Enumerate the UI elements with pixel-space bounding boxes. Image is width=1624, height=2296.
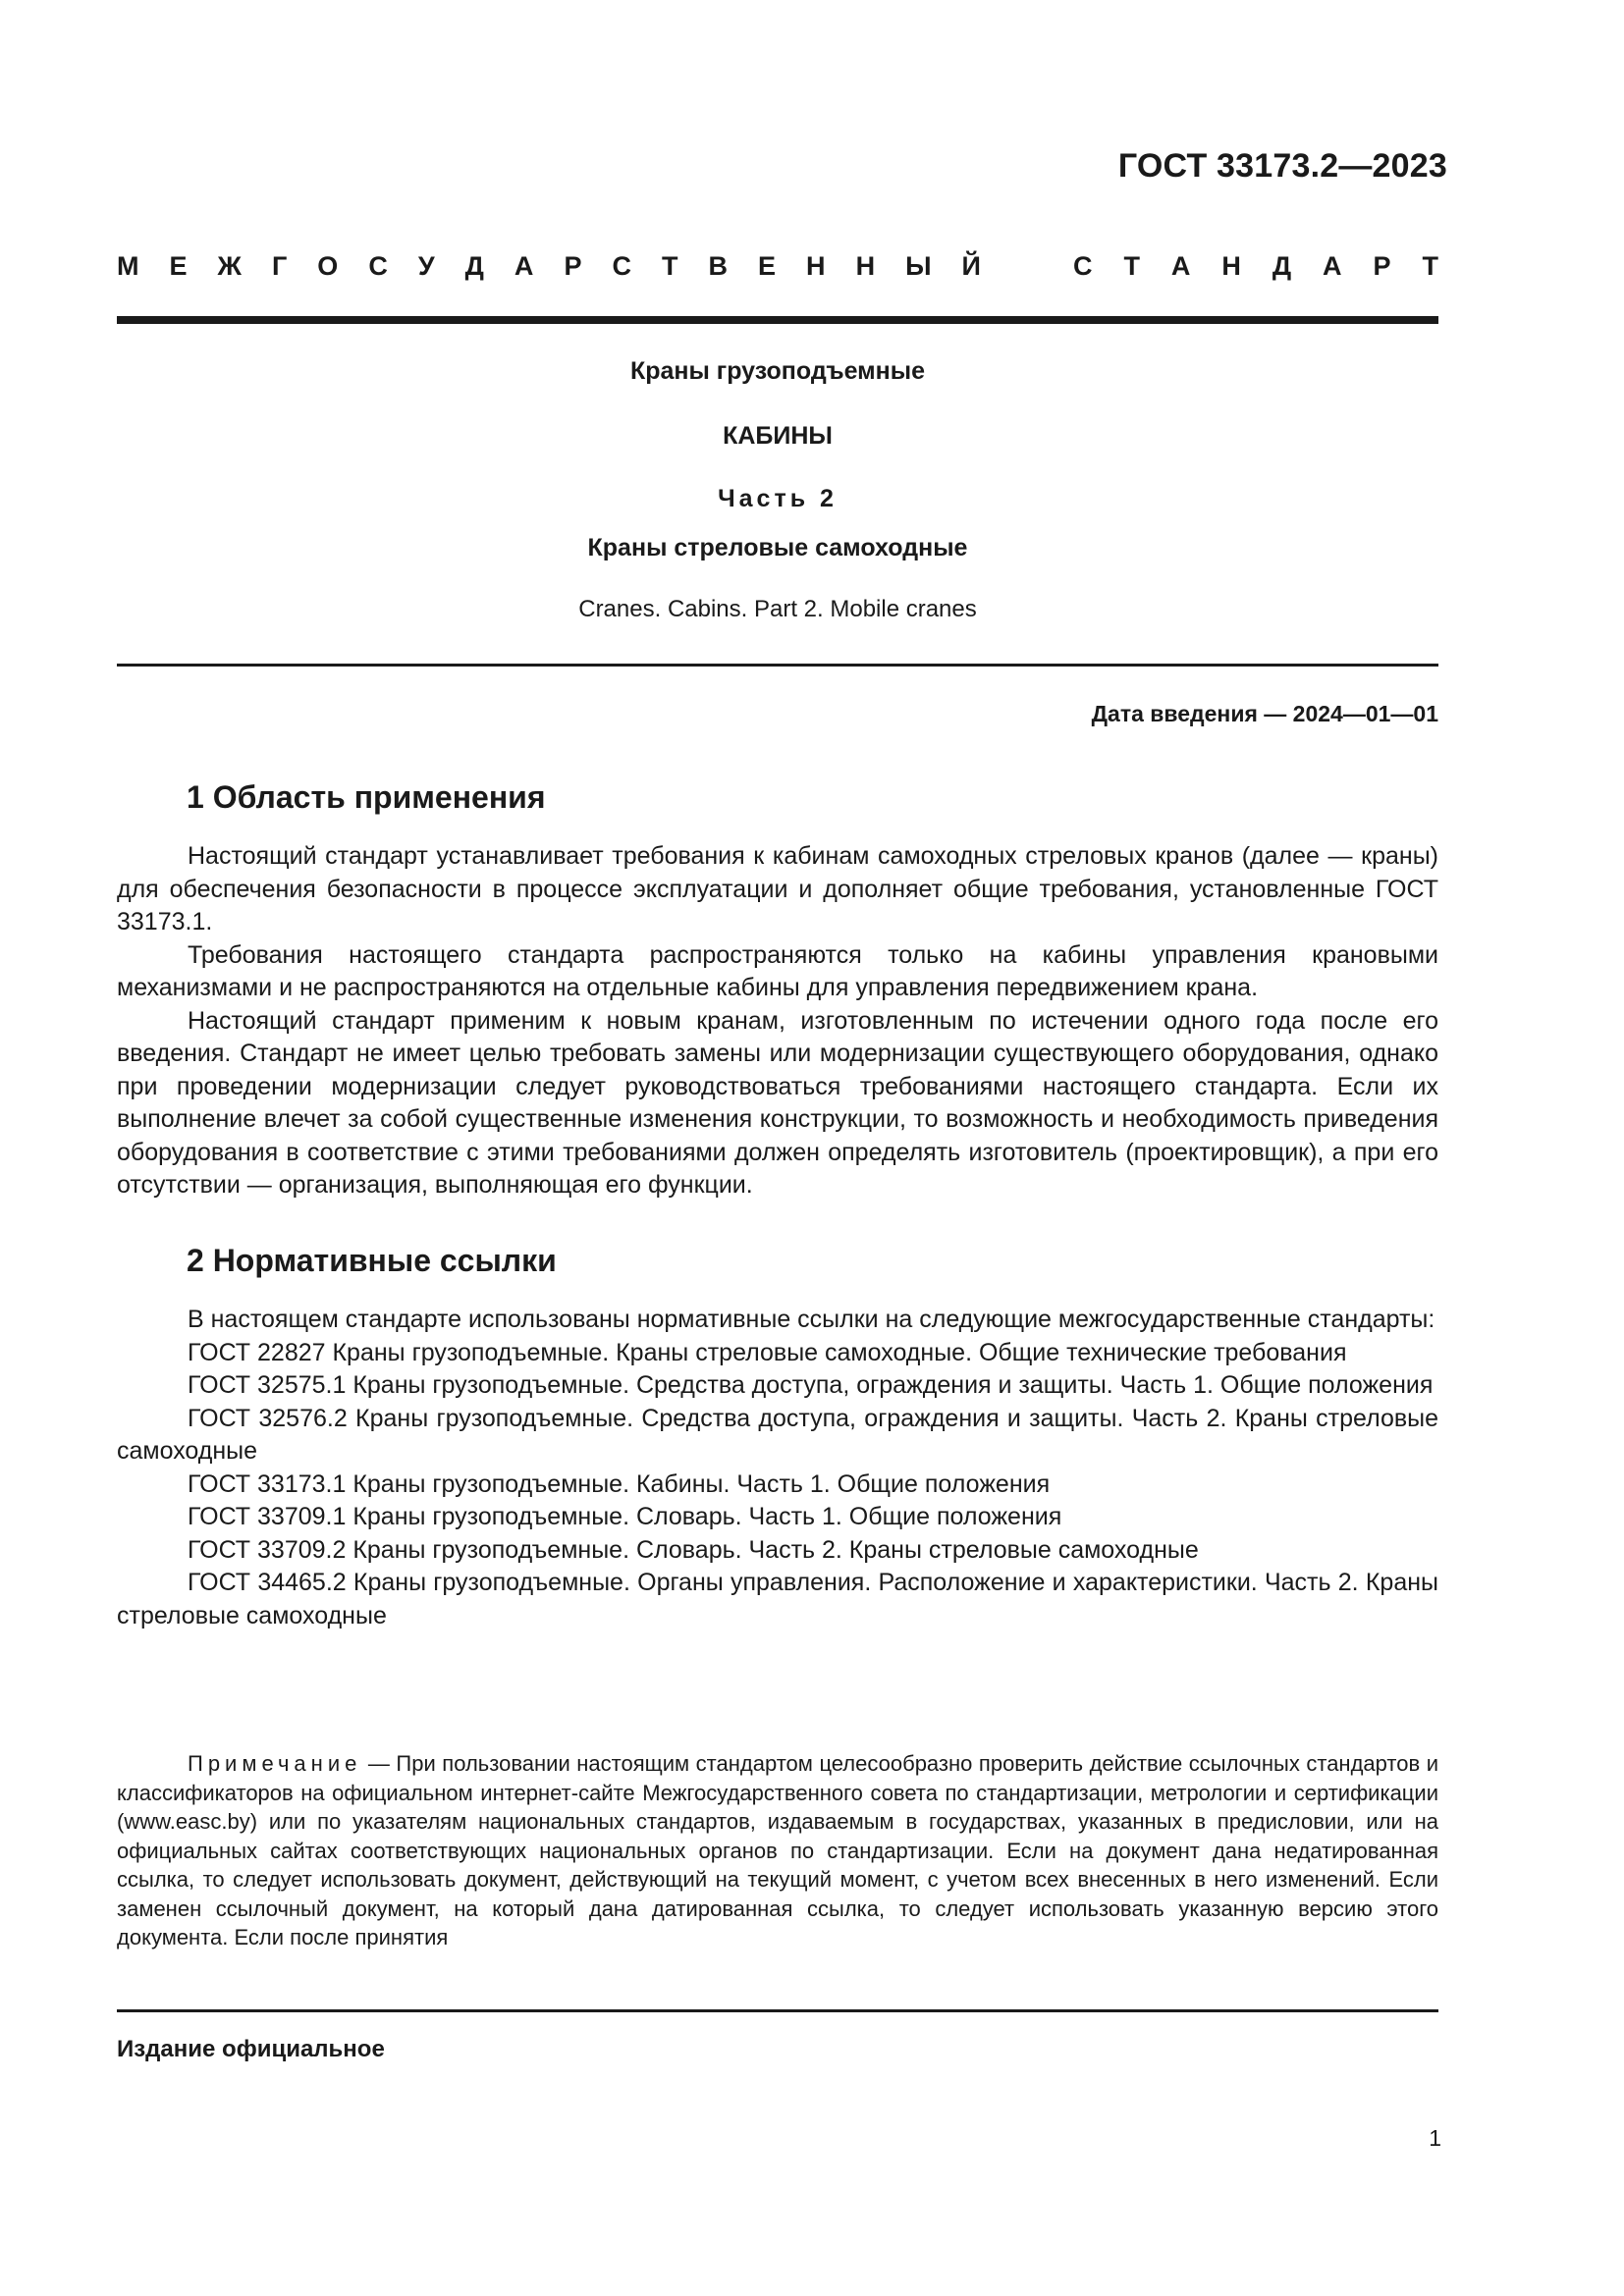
reference-item: ГОСТ 33173.1 Краны грузоподъемные. Кабины. Часть 1. Общие положения [188,1469,1051,1498]
section-1-paragraph: Настоящий стандарт устанавливает требования к кабинам самоходных стреловых кранов (далее — краны) для обеспечения безопасности в процессе эксплуатации и дополняет общие требования, установленные ГОСТ 33173.1. [117,842,1438,935]
page-number: 1 [1429,2125,1441,2151]
section-1-paragraph: Требования настоящего стандарта распространяются только на кабины управления крановыми механизмами и не распространяются на отдельные кабины для управления передвижением крана. [117,940,1438,1001]
title-english: Cranes. Cabins. Part 2. Mobile cranes [578,596,977,622]
note-text: — При пользовании настоящим стандартом целесообразно проверить действие ссылочных стандартов и классификаторов на официальном интернет-сайте Межгосударственного совета по стандартизации, метрологии и сертификации (www.easc.by) или по указателям национальных стандартов, издаваемым в государствах, указанных в предисловии, или на официальных сайтах соответствующих национальных органов по стандартизации. Если на документ дана недатированная ссылка, то следует использовать документ, действующий на текущий момент, с учетом всех внесенных в него изменений. Если заменен ссылочный документ, на который дана датированная ссылка, то следует использовать указанную версию этого документа. Если после принятия [117,1751,1438,1949]
section-2-intro: В настоящем стандарте использованы нормативные ссылки на следующие межгосударственные стандарты: [188,1306,1435,1333]
section-1-body [117,840,1438,1202]
title-line-2: КАБИНЫ [723,422,833,450]
title-line-1: Краны грузоподъемные [629,357,926,385]
note-label: Примечание [188,1751,362,1776]
standard-type-banner [117,251,1438,282]
footer-rule [117,2009,1438,2012]
reference-item: ГОСТ 33709.1 Краны грузоподъемные. Словарь. Часть 1. Общие положения [188,1503,1062,1530]
banner-left-text: М Е Ж Г О С У Д А Р С Т В Е Н Н Ы Й [117,251,981,281]
reference-item: ГОСТ 33709.2 Краны грузоподъемные. Словарь. Часть 2. Краны стреловые самоходные [188,1535,1199,1564]
reference-item: ГОСТ 22827 Краны грузоподъемные. Краны стреловые самоходные. Общие технические требования [188,1338,1347,1366]
reference-item: ГОСТ 32575.1 Краны грузоподъемные. Средства доступа, ограждения и защиты. Часть 1. Общие положения [188,1371,1434,1399]
section-1-heading: 1 Область применения [187,779,546,815]
document-number: ГОСТ 33173.2—2023 [1117,147,1447,185]
section-2-heading: 2 Нормативные ссылки [187,1243,557,1278]
section-1-paragraph: Настоящий стандарт применим к новым кранам, изготовленным по истечении одного года после его введения. Стандарт не имеет целью требовать замены или модернизации существующего оборудования, однако при проведении модернизации следует руководствоваться требованиями настоящего стандарта. Если их выполнение влечет за собой существенные изменения конструкции, то возможность и необходимость приведения оборудования в соответствие с этими требованиями должен определять изготовитель (проектировщик), а при его отсутствии — организация, выполняющая его функции. [117,1006,1438,1199]
section-2-body [117,1304,1438,1632]
edition-label: Издание официальное [117,2036,385,2062]
title-line-4: Краны стреловые самоходные [587,534,968,561]
introduction-date: Дата введения — 2024—01—01 [1091,701,1438,726]
banner-right-text: С Т А Н Д А Р Т [1073,251,1438,281]
reference-item: ГОСТ 34465.2 Краны грузоподъемные. Органы управления. Расположение и характеристики. Часть 2. Краны стреловые самоходные [117,1569,1438,1629]
reference-item: ГОСТ 32576.2 Краны грузоподъемные. Средства доступа, ограждения и защиты. Часть 2. Краны стреловые самоходные [117,1404,1438,1465]
title-part: Часть 2 [718,485,838,512]
title-rule [117,664,1438,667]
note-paragraph [117,1749,1438,1952]
header-rule [117,316,1438,324]
